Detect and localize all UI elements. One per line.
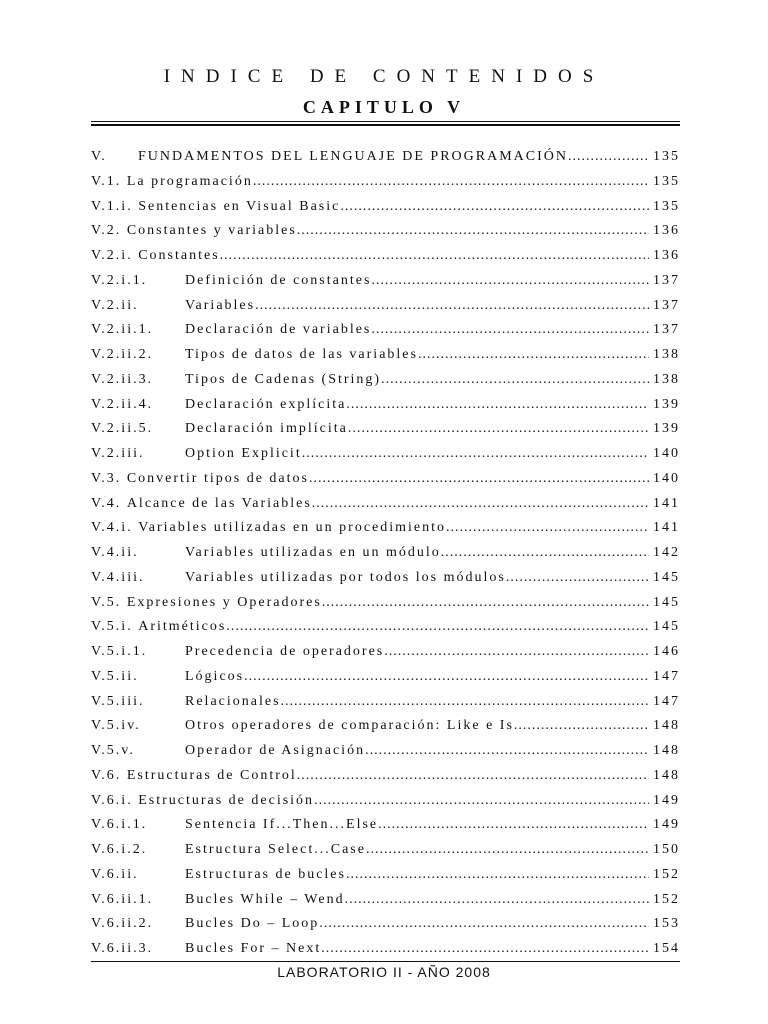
toc-entry[interactable]: [91, 863, 680, 888]
toc-entry-label: Bucles For – Next: [185, 941, 322, 956]
toc-entry[interactable]: [91, 764, 680, 789]
toc-entry-page: 138: [653, 371, 680, 387]
toc-entry-label: Estructuras de bucles: [185, 866, 346, 882]
toc-entry[interactable]: [91, 888, 680, 913]
toc-entry-label: Declaración implícita: [185, 421, 348, 437]
toc-entry-label: Option Explicit: [185, 446, 302, 461]
toc-entry-number: V.4.: [91, 495, 122, 511]
toc-entry-page: 139: [653, 396, 680, 412]
toc-leader-dots: [297, 764, 649, 788]
toc-entry-label: Precedencia de operadores: [185, 644, 385, 659]
toc-leader-dots: [348, 417, 649, 441]
toc-leader-dots: [244, 665, 649, 689]
toc-leader-dots: [319, 912, 649, 936]
toc-entry[interactable]: [91, 591, 680, 616]
toc-entry-page: 137: [653, 272, 680, 288]
toc-entry[interactable]: [91, 417, 680, 442]
toc-leader-dots: [446, 516, 649, 540]
toc-entry[interactable]: [91, 665, 680, 690]
toc-entry-number: V.6.ii.2.: [91, 916, 154, 932]
toc-leader-dots: [321, 937, 649, 961]
toc-entry-page: 135: [653, 173, 680, 189]
toc-leader-dots: [378, 813, 649, 837]
toc-entry-page: 148: [653, 743, 680, 758]
toc-entry-label: Expresiones y Operadores: [126, 594, 322, 610]
toc-entry-number: V.4.i.: [91, 520, 133, 536]
toc-entry-label: Sentencias en Visual Basic: [138, 198, 341, 214]
toc-entry-label: Variables utilizadas por todos los módulos: [185, 569, 506, 585]
toc-entry-number: V.6.ii.1.: [91, 891, 154, 907]
toc-entry-number: V.4.ii.: [91, 545, 139, 560]
toc-entry-number: V.2.ii.: [91, 297, 139, 313]
toc-entry-page: 149: [653, 817, 680, 833]
toc-entry-label: Lógicos: [185, 668, 245, 684]
toc-leader-dots: [514, 714, 649, 738]
toc-entry[interactable]: [91, 516, 680, 541]
toc-entry-number: V.2.iii.: [91, 446, 145, 461]
toc-entry-number: V.6.ii.: [91, 866, 139, 882]
toc-entry-number: V.1.i.: [91, 198, 133, 214]
toc-entry[interactable]: [91, 170, 680, 195]
chapter-subtitle: CAPITULO V: [302, 97, 466, 117]
toc-entry-label: Otros operadores de comparación: Like e Is: [185, 718, 514, 734]
toc-entry-label: Estructuras de Control: [126, 767, 297, 783]
toc-entry-number: V.2.ii.5.: [91, 421, 154, 437]
toc-entry[interactable]: [91, 492, 680, 517]
toc-entry-number: V.2.ii.2.: [91, 347, 154, 362]
toc-entry[interactable]: [91, 615, 680, 640]
toc-entry[interactable]: [91, 912, 680, 937]
toc-entry-page: 145: [653, 594, 680, 610]
toc-entry-number: V.1.: [91, 173, 122, 189]
toc-entry-page: 154: [653, 941, 680, 956]
toc-leader-dots: [384, 640, 649, 664]
toc-entry[interactable]: [91, 442, 680, 467]
toc-entry-page: 152: [653, 891, 680, 907]
toc-entry-page: 147: [653, 668, 680, 684]
toc-entry-number: V.5.iii.: [91, 693, 145, 709]
toc-entry[interactable]: [91, 145, 680, 170]
toc-entry-page: 137: [653, 297, 680, 313]
header-divider-thick: [91, 124, 680, 126]
toc-entry-number: V.2.: [91, 223, 122, 239]
toc-entry-label: Variables utilizadas en un procedimiento: [138, 520, 447, 536]
toc-entry-label: Aritméticos: [138, 619, 227, 635]
toc-entry-page: 146: [653, 644, 680, 659]
toc-entry-page: 147: [653, 693, 680, 709]
toc-entry-number: V.6.i.1.: [91, 817, 148, 833]
toc-entry-page: 141: [653, 520, 680, 536]
toc-entry-label: Constantes y variables: [126, 223, 297, 239]
toc-entry-label: Declaración explícita: [185, 396, 347, 412]
toc-entry-label: Bucles Do – Loop: [185, 916, 320, 932]
toc-entry[interactable]: [91, 467, 680, 492]
toc-entry[interactable]: [91, 640, 680, 665]
toc-leader-dots: [381, 368, 649, 392]
toc-entry-label: Tipos de datos de las variables: [185, 347, 418, 362]
toc-entry-page: 153: [653, 916, 680, 932]
toc-entry-label: Declaración de variables: [185, 322, 372, 338]
toc-entry-label: Constantes: [138, 248, 220, 263]
toc-leader-dots: [371, 318, 649, 342]
toc-leader-dots: [346, 863, 649, 887]
toc-entry-label: La programación: [126, 173, 253, 189]
toc-entry-page: 137: [653, 322, 680, 338]
toc-leader-dots: [314, 789, 649, 813]
toc-entry-page: 149: [653, 792, 680, 808]
toc-entry[interactable]: [91, 368, 680, 393]
toc-leader-dots: [281, 690, 649, 714]
toc-entry-page: 142: [653, 545, 680, 560]
toc-leader-dots: [322, 591, 649, 615]
toc-leader-dots: [441, 541, 649, 565]
toc-entry-number: V.5.: [91, 594, 122, 610]
toc-entry-label: Estructura Select...Case: [185, 842, 366, 857]
toc-entry-label: Operador de Asignación: [185, 743, 366, 758]
toc-entry-page: 139: [653, 421, 680, 437]
toc-entry-number: V.6.ii.3.: [91, 941, 154, 956]
toc-entry[interactable]: [91, 219, 680, 244]
toc-leader-dots: [346, 393, 649, 417]
toc-entry-number: V.4.iii.: [91, 569, 145, 585]
toc-entry-label: FUNDAMENTOS DEL LENGUAJE DE PROGRAMACIÓN: [138, 149, 569, 164]
toc-entry-number: V.6.i.2.: [91, 842, 148, 857]
toc-entry-number: V.3.: [91, 470, 122, 486]
toc-entry[interactable]: [91, 566, 680, 591]
toc-leader-dots: [365, 739, 649, 763]
toc-entry-label: Tipos de Cadenas (String): [185, 371, 382, 387]
toc-leader-dots: [309, 467, 649, 491]
toc-leader-dots: [220, 244, 649, 268]
toc-leader-dots: [226, 615, 649, 639]
toc-leader-dots: [302, 442, 649, 466]
toc-entry[interactable]: [91, 393, 680, 418]
toc-entry-label: Bucles While – Wend: [185, 891, 345, 907]
toc-entry[interactable]: [91, 739, 680, 764]
toc-entry-page: 152: [653, 866, 680, 882]
toc-entry-number: V.5.v.: [91, 743, 135, 758]
toc-entry-page: 148: [653, 718, 680, 734]
toc-entry-page: 136: [653, 248, 680, 263]
toc-entry[interactable]: [91, 269, 680, 294]
toc-entry[interactable]: [91, 294, 680, 319]
toc-entry[interactable]: [91, 714, 680, 739]
toc-entry-label: Variables: [185, 297, 256, 313]
toc-entry[interactable]: [91, 789, 680, 814]
toc-entry-page: 136: [653, 223, 680, 239]
toc-entry[interactable]: [91, 244, 680, 269]
toc-entry-number: V.5.ii.: [91, 668, 139, 684]
toc-entry-page: 145: [653, 569, 680, 585]
toc-entry-label: Sentencia If...Then...Else: [185, 817, 379, 833]
toc-entry-label: Convertir tipos de datos: [126, 470, 309, 486]
toc-entry-number: V.2.i.1.: [91, 272, 148, 288]
toc-leader-dots: [345, 888, 649, 912]
toc-entry-page: 140: [653, 470, 680, 486]
toc-entry[interactable]: [91, 318, 680, 343]
toc-entry[interactable]: [91, 541, 680, 566]
toc-entry[interactable]: [91, 937, 680, 962]
toc-leader-dots: [418, 343, 649, 367]
toc-entry[interactable]: [91, 343, 680, 368]
toc-entry-number: V.: [91, 149, 107, 164]
toc-entry-page: 140: [653, 446, 680, 461]
toc-entry-page: 138: [653, 347, 680, 362]
toc-entry-label: Relacionales: [185, 693, 281, 709]
toc-leader-dots: [253, 170, 649, 194]
toc-entry-number: V.2.ii.3.: [91, 371, 154, 387]
toc-entry[interactable]: [91, 690, 680, 715]
toc-entry-number: V.6.i.: [91, 792, 133, 808]
toc-entry-label: Variables utilizadas en un módulo: [185, 545, 441, 560]
toc-leader-dots: [506, 566, 649, 590]
toc-leader-dots: [312, 492, 649, 516]
toc-entry-number: V.5.i.: [91, 619, 133, 635]
toc-entry-page: 145: [653, 619, 680, 635]
toc-entry-page: 135: [653, 198, 680, 214]
page-title: INDICE DE CONTENIDOS: [163, 66, 605, 87]
toc-leader-dots: [366, 838, 649, 862]
toc-entry-number: V.6.: [91, 767, 122, 783]
toc-entry[interactable]: [91, 195, 680, 220]
header-divider: [91, 121, 680, 122]
toc-entry[interactable]: [91, 813, 680, 838]
toc-entry[interactable]: [91, 838, 680, 863]
toc-entry-page: 141: [653, 495, 680, 511]
toc-entry-number: V.2.ii.4.: [91, 396, 154, 412]
toc-entry-page: 150: [653, 842, 680, 857]
toc-entry-page: 135: [653, 149, 680, 164]
toc-leader-dots: [297, 219, 649, 243]
toc-entry-label: Alcance de las Variables: [126, 495, 312, 511]
toc-leader-dots: [340, 195, 649, 219]
toc-entry-label: Estructuras de decisión: [138, 792, 315, 808]
toc-entry-number: V.2.ii.1.: [91, 322, 154, 338]
toc-leader-dots: [255, 294, 649, 318]
table-of-contents: [91, 145, 680, 962]
toc-leader-dots: [568, 145, 649, 169]
toc-entry-page: 148: [653, 767, 680, 783]
toc-leader-dots: [371, 269, 649, 293]
toc-entry-number: V.2.i.: [91, 248, 133, 263]
page-footer: LABORATORIO II - AÑO 2008: [277, 964, 491, 980]
toc-entry-number: V.5.i.1.: [91, 644, 148, 659]
toc-entry-label: Definición de constantes: [185, 272, 372, 288]
toc-entry-number: V.5.iv.: [91, 718, 141, 734]
